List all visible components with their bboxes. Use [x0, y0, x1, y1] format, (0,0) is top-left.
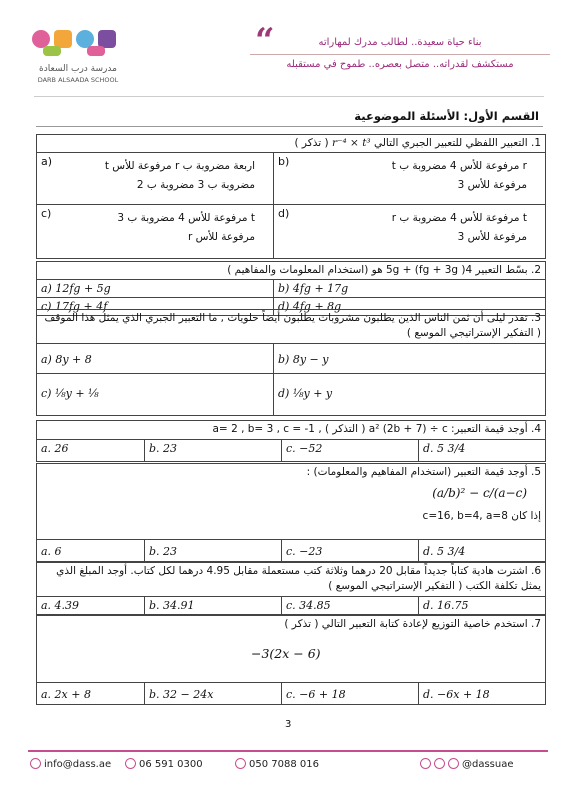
option-b[interactable]: b. 34.91	[145, 597, 282, 615]
question-5	[36, 463, 546, 562]
question-4-text: 4. أوجد قيمة التعبير: a² (2b + 7) ÷ c ( التذكر ) , a= 2 , b= 3 , c = -1	[37, 421, 546, 440]
email-icon	[30, 758, 41, 769]
phone-icon	[125, 758, 136, 769]
option-b[interactable]: b) 4fg + 17g	[274, 280, 546, 298]
option-c[interactable]: c. 34.85	[282, 597, 419, 615]
option-a[interactable]: a) اربعة مضروبة ب r مرفوعة للأس t مضروبة ب 3 مضروبة ب 2	[37, 153, 274, 205]
question-7	[36, 615, 546, 705]
option-b[interactable]: b) r مرفوعة للأس 4 مضروبة ب t مرفوعة للأس 3	[274, 153, 546, 205]
school-slogan	[250, 33, 550, 75]
option-d[interactable]: d) 4fg + 8g	[274, 298, 546, 316]
question-1-text: 1. التعبير اللفظي للتعبير الجبري التالي r⁻⁴ × t³ ( تذكر )	[37, 135, 546, 153]
option-a[interactable]: a. 26	[37, 440, 145, 462]
option-c[interactable]: c. −52	[282, 440, 419, 462]
footer-divider	[28, 750, 548, 752]
footer-social[interactable]: @dassuae	[420, 758, 514, 770]
question-2	[36, 261, 546, 316]
question-7-text: 7. استخدم خاصية التوزيع لإعادة كتابة التعبير التالي ( تذكر ) −3(2x − 6)	[37, 616, 546, 683]
question-3-text: 3. تقدر ليلى أن ثمن الناس الذين يطلبون مشروبات يطلبون أيضاً حلويات , ما التعبير الجبري الذي يمثل هذا الموقف ( التفكير الإستراتيجي الموسع )	[37, 310, 546, 344]
option-c[interactable]: c) ⅛y + ⅛	[37, 374, 274, 416]
option-b[interactable]: b. 23	[145, 440, 282, 462]
option-d[interactable]: d) ⅛y + y	[274, 374, 546, 416]
option-c[interactable]: c) t مرفوعة للأس 4 مضروبة ب 3 مرفوعة للأس r	[37, 205, 274, 259]
option-a[interactable]: a. 6	[37, 540, 145, 562]
page-header	[0, 0, 579, 96]
svg-text:DARB ALSAADA SCHOOL: DARB ALSAADA SCHOOL	[37, 76, 119, 84]
page-number: 3	[285, 719, 292, 730]
question-2-text: 2. بسّط التعبير 4( fg + 3g) + 5g هو (استخدام المعلومات والمفاهيم )	[37, 262, 546, 280]
question-5-text: 5. أوجد قيمة التعبير (استخدام المفاهيم والمعلومات) : (a/b)² − c/(a−c) إذا كان c=16, b=4, a=8	[37, 464, 546, 540]
section-divider	[36, 126, 543, 127]
question-6-text: 6. اشترت هادية كتاباً جديداً مقابل 20 درهما وثلاثة كتب مستعملة مقابل 4.95 درهما لكل كتاب. أوجد المبلغ الذي يمثل تكلفة الكتب ( التفكير الإستراتيجي الموسع )	[37, 563, 546, 597]
youtube-icon	[448, 758, 459, 769]
footer-phone[interactable]: 06 591 0300	[125, 758, 203, 770]
option-d[interactable]: d. 5 3/4	[419, 440, 546, 462]
option-c[interactable]: c. −23	[282, 540, 419, 562]
footer-email[interactable]: info@dass.ae	[30, 758, 111, 770]
option-d[interactable]: d. −6x + 18	[419, 683, 546, 705]
page-footer	[0, 740, 579, 800]
facebook-icon	[420, 758, 431, 769]
whatsapp-icon	[235, 758, 246, 769]
question-4	[36, 420, 546, 462]
question-6	[36, 562, 546, 615]
option-a[interactable]: a. 4.39	[37, 597, 145, 615]
school-logo	[28, 26, 128, 88]
option-d[interactable]: d. 5 3/4	[419, 540, 546, 562]
slogan-line-1: بناء حياة سعيدة.. لطالب مدرك لمهاراته	[250, 33, 550, 55]
option-b[interactable]: b) 8y − y	[274, 344, 546, 374]
option-a[interactable]: a) 8y + 8	[37, 344, 274, 374]
option-d[interactable]: d. 16.75	[419, 597, 546, 615]
option-b[interactable]: b. 32 − 24x	[145, 683, 282, 705]
option-d[interactable]: d) t مرفوعة للأس 4 مضروبة ب r مرفوعة للأس 3	[274, 205, 546, 259]
option-c[interactable]: c. −6 + 18	[282, 683, 419, 705]
option-a[interactable]: a. 2x + 8	[37, 683, 145, 705]
question-1	[36, 134, 546, 259]
instagram-icon	[434, 758, 445, 769]
option-a[interactable]: a) 12fg + 5g	[37, 280, 274, 298]
header-divider	[34, 96, 544, 97]
option-b[interactable]: b. 23	[145, 540, 282, 562]
svg-text:مدرسة درب السعادة: مدرسة درب السعادة	[39, 64, 117, 74]
footer-mobile[interactable]: 050 7088 016	[235, 758, 319, 770]
slogan-line-2: مستكشف لقدراته.. متصل بعصره.. طموح في مستقبله	[286, 59, 514, 70]
section-title: القسم الأول: الأسئلة الموضوعية	[354, 109, 539, 123]
option-c[interactable]: c) 17fg + 4f	[37, 298, 274, 316]
quote-mark: “	[255, 21, 275, 61]
question-3	[36, 309, 546, 416]
